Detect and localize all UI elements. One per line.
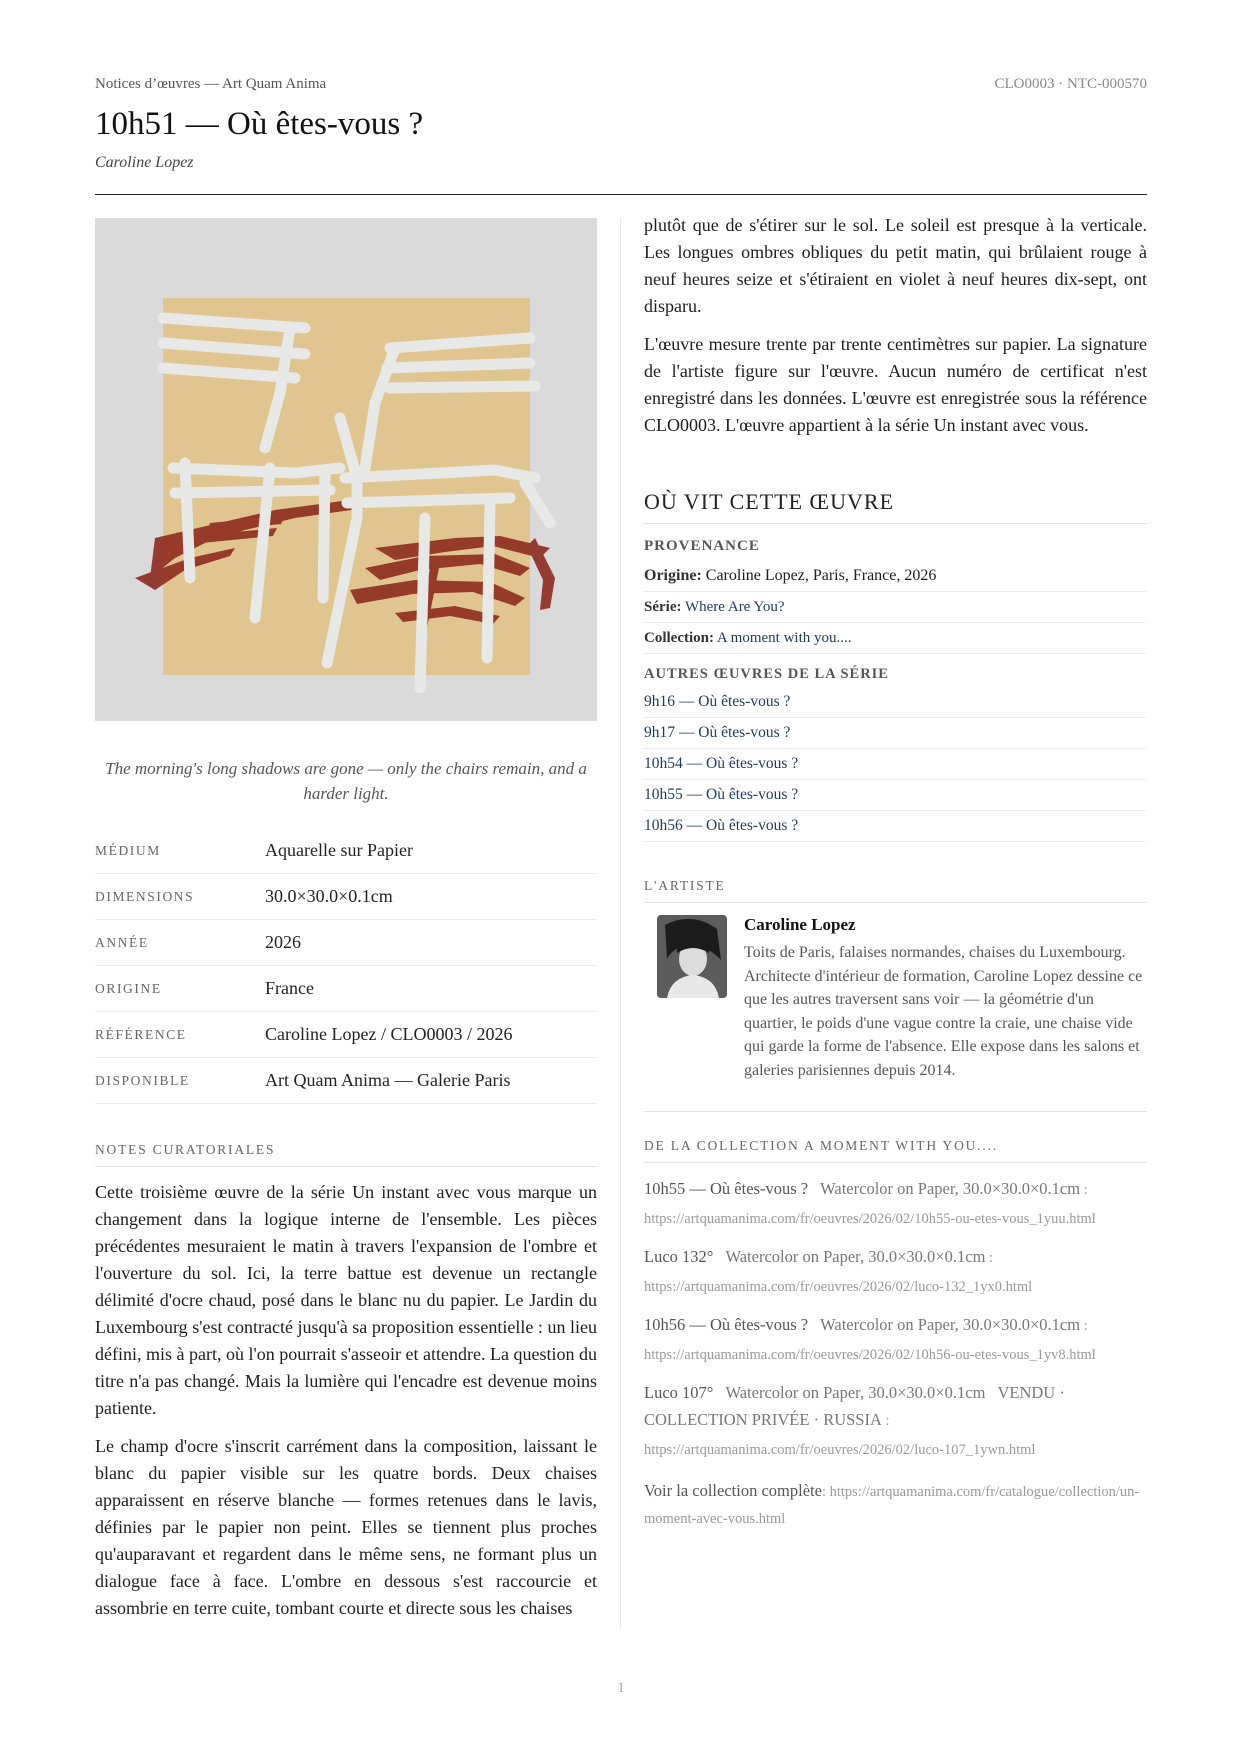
spec-label: DISPONIBLE	[95, 1072, 190, 1088]
series-work-link[interactable]: 10h55 — Où êtes-vous ?	[644, 780, 1147, 811]
provenance-label: PROVENANCE	[644, 538, 760, 554]
series-work-link[interactable]: 9h17 — Où êtes-vous ?	[644, 718, 1147, 749]
avatar	[657, 915, 727, 998]
spec-row-reference	[95, 1012, 597, 1058]
series-work-link[interactable]: 10h56 — Où êtes-vous ?	[644, 811, 1147, 842]
collection-item-separator: :	[1080, 1182, 1088, 1198]
spec-value: France	[265, 978, 314, 998]
notes-paragraph: plutôt que de s'étirer sur le sol. Le soleil est presque à la verticale. Les longues ombres obliques du petit matin, qui brûlaient rouge à neuf heures seize et s'étiraient en violet à neuf heures dix-sept, ont disparu.	[644, 215, 1147, 316]
other-works-label: AUTRES ŒUVRES DE LA SÉRIE	[644, 666, 889, 682]
document-page	[95, 0, 1147, 1754]
provenance-list	[644, 561, 1147, 654]
artwork-image	[95, 218, 597, 721]
breadcrumb: Notices d’œuvres — Art Quam Anima	[95, 76, 327, 92]
spec-value: Aquarelle sur Papier	[265, 840, 413, 860]
collection-item[interactable]	[644, 1175, 1147, 1233]
right-column	[644, 215, 1147, 1532]
collection-item-meta: Watercolor on Paper, 30.0×30.0×0.1cm	[820, 1315, 1081, 1334]
collection-item-url[interactable]: https://artquamanima.com/fr/oeuvres/2026/02/luco-107_1ywn.html	[644, 1442, 1036, 1458]
where-heading: OÙ VIT CETTE ŒUVRE	[644, 489, 1147, 524]
spec-row-origin	[95, 966, 597, 1012]
header-divider	[95, 194, 1147, 195]
collection-full-separator: :	[821, 1484, 830, 1500]
notes-paragraph: Le champ d'ocre s'inscrit carrément dans la composition, laissant le blanc du papier visible sur les quatre bords. Deux chaises apparaissent en réserve blanche — formes retenues dans le lavis, définies par le papier non peint. Elles se tiennent plus proches qu'auparavant et regardent dans le même sens, ne formant plus un dialogue face à face. L'ombre en dessous s'est raccourcie et assombrie en terre cuite, tombant courte et directe sous les chaises	[95, 1436, 597, 1618]
page-title: 10h51 — Où êtes-vous ?	[95, 106, 424, 142]
spec-label: ORIGINE	[95, 980, 162, 996]
spec-row-dimensions	[95, 874, 597, 920]
curatorial-notes	[95, 1179, 597, 1622]
spec-value: Art Quam Anima — Galerie Paris	[265, 1070, 511, 1090]
origin-value: Caroline Lopez, Paris, France, 2026	[705, 567, 937, 584]
document-header	[95, 76, 1147, 96]
collection-item-meta: Watercolor on Paper, 30.0×30.0×0.1cm	[820, 1179, 1081, 1198]
collection-item-separator: :	[985, 1250, 994, 1266]
spec-value: Caroline Lopez / CLO0003 / 2026	[265, 1024, 513, 1044]
collection-item-url[interactable]: https://artquamanima.com/fr/oeuvres/2026/02/10h56-ou-etes-vous_1yv8.html	[644, 1347, 1096, 1363]
collection-key: Collection:	[644, 630, 714, 646]
spec-label: RÉFÉRENCE	[95, 1026, 187, 1042]
column-divider	[620, 218, 621, 1628]
artist-card	[644, 903, 1147, 1083]
collection-item-meta: Watercolor on Paper, 30.0×30.0×0.1cm	[725, 1247, 986, 1266]
notes-paragraph: L'œuvre mesure trente par trente centimètres sur papier. La signature de l'artiste figure sur l'œuvre. Aucun numéro de certificat n'est enregistré dans les données. L'œuvre est enregistrée sous la référence CLO0003. L'œuvre appartient à la série Un instant avec vous.	[644, 334, 1147, 435]
collection-item-title: Luco 132°	[644, 1247, 714, 1266]
curatorial-notes-label: NOTES CURATORIALES	[95, 1142, 597, 1167]
collection-link[interactable]: A moment with you....	[716, 630, 852, 646]
artist-subtitle: Caroline Lopez	[95, 154, 194, 171]
spec-row-year	[95, 920, 597, 966]
collection-item-separator: :	[881, 1413, 890, 1429]
origin-key: Origine:	[644, 567, 702, 584]
provenance-series	[644, 592, 1147, 623]
collection-item[interactable]	[644, 1243, 1147, 1301]
spec-label: ANNÉE	[95, 934, 149, 950]
collection-item-url[interactable]: https://artquamanima.com/fr/oeuvres/2026/02/10h55-ou-etes-vous_1yuu.html	[644, 1211, 1096, 1227]
other-works-list	[644, 687, 1147, 842]
collection-full-url[interactable]: https://artquamanima.com/fr/catalogue/collection/un-moment-avec-vous.html	[644, 1484, 1140, 1527]
collection-full-label: Voir la collection complète	[644, 1481, 822, 1500]
artist-portrait-icon	[657, 915, 727, 998]
collection-section-label: DE LA COLLECTION A MOMENT WITH YOU....	[644, 1111, 1147, 1163]
provenance-origin	[644, 561, 1147, 592]
reference-code: CLO0003 · NTC-000570	[994, 76, 1147, 92]
artist-name: Caroline Lopez	[744, 915, 856, 934]
collection-list	[644, 1175, 1147, 1464]
collection-item-title: Luco 107°	[644, 1383, 714, 1402]
left-column	[95, 218, 597, 1622]
collection-item[interactable]	[644, 1379, 1147, 1464]
spec-label: MÉDIUM	[95, 842, 161, 858]
collection-item-separator: :	[1080, 1318, 1088, 1334]
spec-row-medium	[95, 828, 597, 874]
series-key: Série:	[644, 599, 682, 615]
notes-paragraph: Cette troisième œuvre de la série Un instant avec vous marque un changement dans la logique interne de l'ensemble. Les pièces précédentes mesuraient le matin à travers l'expansion de l'ombre et l'ouverture du sol. Ici, la terre battue est devenue un rectangle délimité d'ocre chaud, posé dans le blanc nu du papier. Le Jardin du Luxembourg s'est contracté jusqu'à sa proposition essentielle : un lieu défini, mis à part, où l'on pourrait s'asseoir et attendre. La question du titre n'a pas changé. Mais la lumière qui l'encadre est devenue moins patiente.	[95, 1182, 597, 1418]
collection-full-link[interactable]	[644, 1478, 1147, 1532]
provenance-collection	[644, 623, 1147, 654]
collection-item-title: 10h55 — Où êtes-vous ?	[644, 1179, 809, 1198]
artwork-caption: The morning's long shadows are gone — only the chairs remain, and a harder light.	[105, 759, 587, 803]
collection-item-url[interactable]: https://artquamanima.com/fr/oeuvres/2026/02/luco-132_1yx0.html	[644, 1279, 1033, 1295]
collection-item-meta: Watercolor on Paper, 30.0×30.0×0.1cm VENDU · COLLECTION PRIVÉE · RUSSIA	[644, 1383, 1069, 1429]
spec-value: 30.0×30.0×0.1cm	[265, 886, 393, 906]
collection-item[interactable]	[644, 1311, 1147, 1369]
collection-item-title: 10h56 — Où êtes-vous ?	[644, 1315, 809, 1334]
artist-section-label: L'ARTISTE	[644, 878, 1147, 903]
page-number: 1	[617, 1680, 625, 1696]
spec-table	[95, 828, 597, 1104]
spec-row-availability	[95, 1058, 597, 1104]
series-work-link[interactable]: 10h54 — Où êtes-vous ?	[644, 749, 1147, 780]
series-work-link[interactable]: 9h16 — Où êtes-vous ?	[644, 687, 1147, 718]
artist-bio: Toits de Paris, falaises normandes, chaises du Luxembourg. Architecte d'intérieur de formation, Caroline Lopez dessine ce que les autres traversent sans voir — la géométrie d'un quartier, le poids d'une vague contre la craie, une chaise vide qui garde la forme de l'absence. Elle expose dans les salons et galeries parisiennes depuis 2014.	[744, 944, 1143, 1079]
series-link[interactable]: Where Are You?	[684, 599, 785, 615]
spec-label: DIMENSIONS	[95, 888, 195, 904]
spec-value: 2026	[265, 932, 301, 952]
